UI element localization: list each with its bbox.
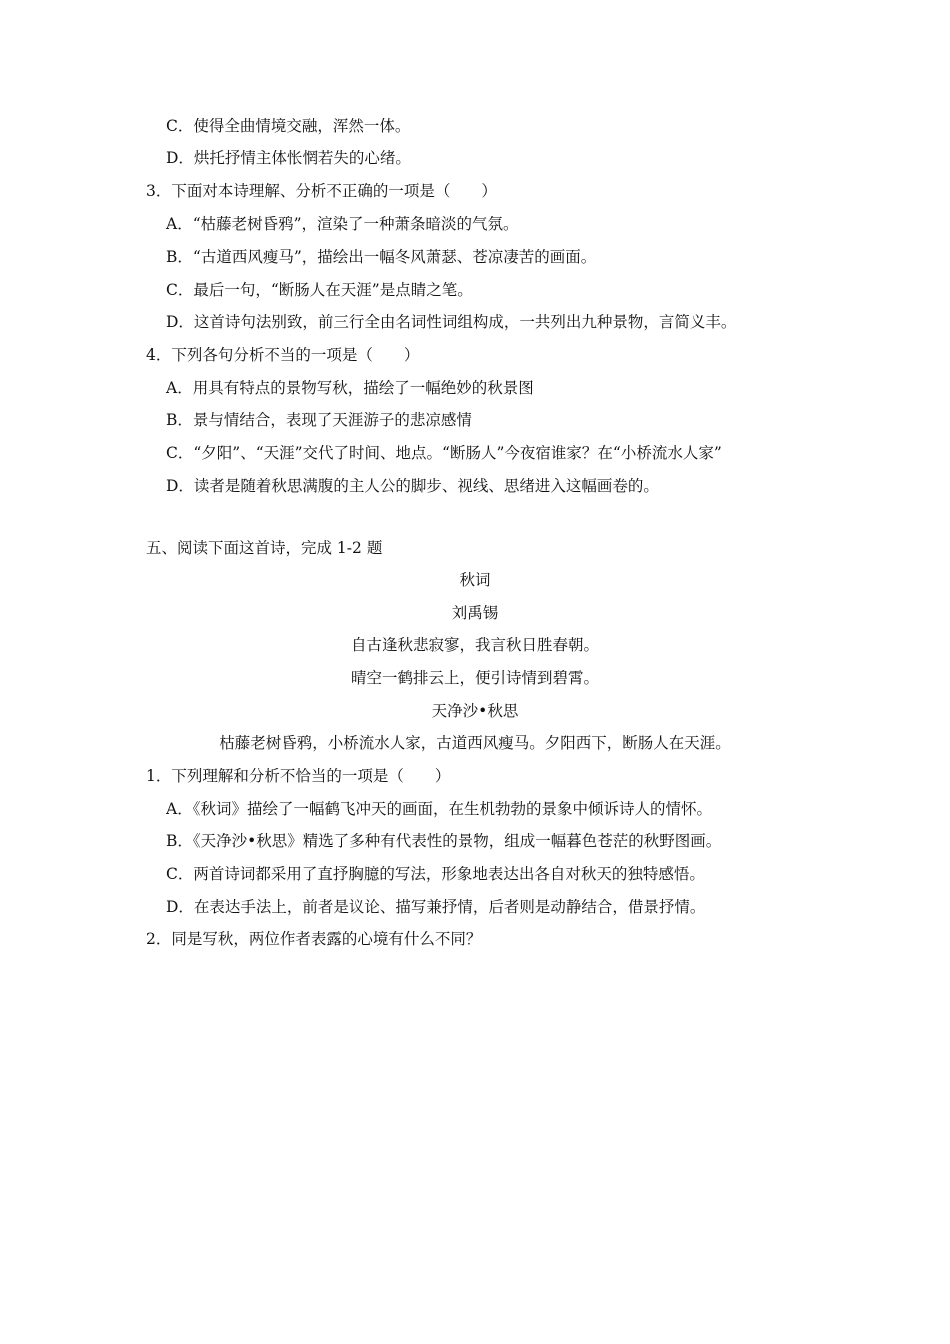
q2-option-c: C．使得全曲情境交融，浑然一体。 — [166, 117, 411, 135]
q3-option-b: B．“古道西风瘦马”，描绘出一幅冬风萧瑟、苍凉凄苦的画面。 — [166, 248, 597, 266]
q3-option-a: A．“枯藤老树昏鸦”，渲染了一种萧条暗淡的气氛。 — [166, 215, 519, 233]
s5-q1-option-c: C．两首诗词都采用了直抒胸臆的写法，形象地表达出各自对秋天的独特感悟。 — [166, 865, 705, 883]
poem2-text: 枯藤老树昏鸦，小桥流水人家，古道西风瘦马。夕阳西下，断肠人在天涯。 — [219, 734, 731, 752]
poem2-title: 天净沙•秋思 — [431, 702, 519, 720]
s5-q1-stem: 1．下列理解和分析不恰当的一项是（ ） — [146, 767, 451, 785]
q4-stem: 4．下列各句分析不当的一项是（ ） — [146, 346, 420, 364]
s5-q1-option-d: D．在表达手法上，前者是议论、描写兼抒情，后者则是动静结合，借景抒情。 — [166, 898, 706, 916]
s5-q1-option-b: B．《天净沙•秋思》精选了多种有代表性的景物，组成一幅暮色苍茫的秋野图画。 — [166, 832, 722, 850]
q3-stem: 3．下面对本诗理解、分析不正确的一项是（ ） — [146, 182, 497, 200]
q3-option-d: D．这首诗句法别致，前三行全由名词性词组构成，一共列出九种景物，言简义丰。 — [166, 313, 737, 331]
s5-q1-option-a: A．《秋词》描绘了一幅鹤飞冲天的画面，在生机勃勃的景象中倾诉诗人的情怀。 — [166, 800, 712, 818]
q4-option-b: B．景与情结合，表现了天涯游子的悲凉感情 — [166, 411, 472, 429]
q3-option-c: C．最后一句，“断肠人在天涯”是点睛之笔。 — [166, 281, 473, 299]
q2-option-d: D．烘托抒情主体怅惘若失的心绪。 — [166, 149, 411, 167]
s5-q2-stem: 2．同是写秋，两位作者表露的心境有什么不同？ — [146, 930, 482, 948]
q4-option-c: C．“夕阳”、“天涯”交代了时间、地点。“断肠人”今夜宿谁家？在“小桥流水人家” — [166, 444, 722, 462]
q4-option-a: A．用具有特点的景物写秋，描绘了一幅绝妙的秋景图 — [166, 379, 534, 397]
poem1-line1: 自古逢秋悲寂寥，我言秋日胜春朝。 — [350, 636, 599, 654]
poem1-title: 秋词 — [459, 571, 491, 589]
section5-heading: 五、阅读下面这首诗，完成 1-2 题 — [146, 539, 383, 557]
poem1-author: 刘禹锡 — [451, 604, 499, 622]
q4-option-d: D．读者是随着秋思满腹的主人公的脚步、视线、思绪进入这幅画卷的。 — [166, 477, 659, 495]
poem1-line2: 晴空一鹤排云上，便引诗情到碧霄。 — [350, 669, 599, 687]
